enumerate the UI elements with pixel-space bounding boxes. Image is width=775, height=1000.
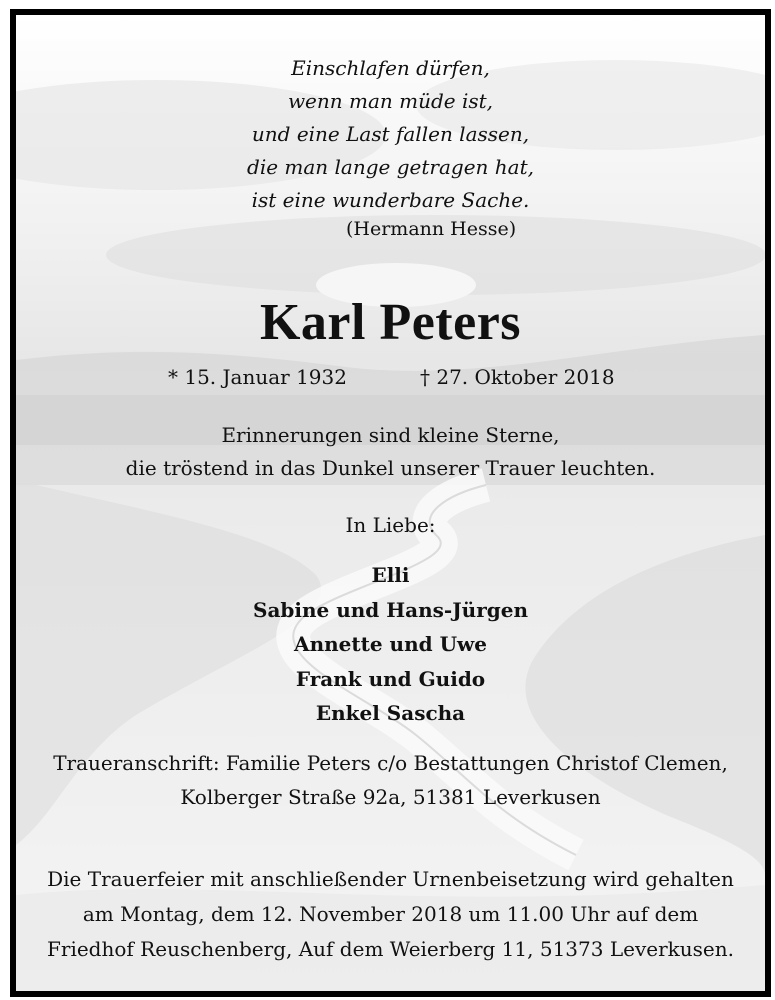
ceremony-line: am Montag, dem 12. November 2018 um 11.00 Uhr auf dem: [82, 902, 699, 926]
poem-line: Einschlafen dürfen,: [291, 56, 490, 80]
deceased-name: Karl Peters: [259, 294, 522, 351]
ceremony-line: Die Trauerfeier mit anschließender Urnenbeisetzung wird gehalten: [47, 867, 734, 891]
memory-line: Erinnerungen sind kleine Sterne,: [221, 423, 560, 447]
memory-line: die tröstend in das Dunkel unserer Trauer leuchten.: [125, 456, 656, 480]
mourner-name: Enkel Sascha: [315, 701, 466, 725]
poem-author: (Hermann Hesse): [346, 218, 517, 240]
poem-line: und eine Last fallen lassen,: [251, 122, 530, 146]
memory-quote: [16, 419, 765, 485]
birth-date: * 15. Januar 1932: [168, 365, 347, 389]
poem-line: ist eine wunderbare Sache.: [251, 188, 530, 212]
obituary-frame: [10, 9, 771, 997]
mourner-name: Annette und Uwe: [294, 632, 487, 656]
ceremony-line: Friedhof Reuschenberg, Auf dem Weierberg 11, 51373 Leverkusen.: [47, 937, 734, 961]
death-date: † 27. Oktober 2018: [420, 365, 615, 389]
address-line: Traueranschrift: Familie Peters c/o Bestattungen Christof Clemen,: [53, 751, 728, 775]
mourners-list: [16, 558, 765, 731]
mourner-name: Elli: [371, 563, 410, 587]
mourning-address: [16, 746, 765, 814]
mourner-name: Frank und Guido: [295, 666, 486, 691]
in-love-label: In Liebe:: [345, 513, 436, 537]
poem: [16, 52, 765, 217]
ceremony-info: [16, 862, 765, 967]
mourner-name: Sabine und Hans-Jürgen: [253, 597, 528, 622]
address-line: Kolberger Straße 92a, 51381 Leverkusen: [180, 785, 601, 809]
poem-line: wenn man müde ist,: [287, 89, 494, 113]
poem-line: die man lange getragen hat,: [247, 155, 534, 179]
